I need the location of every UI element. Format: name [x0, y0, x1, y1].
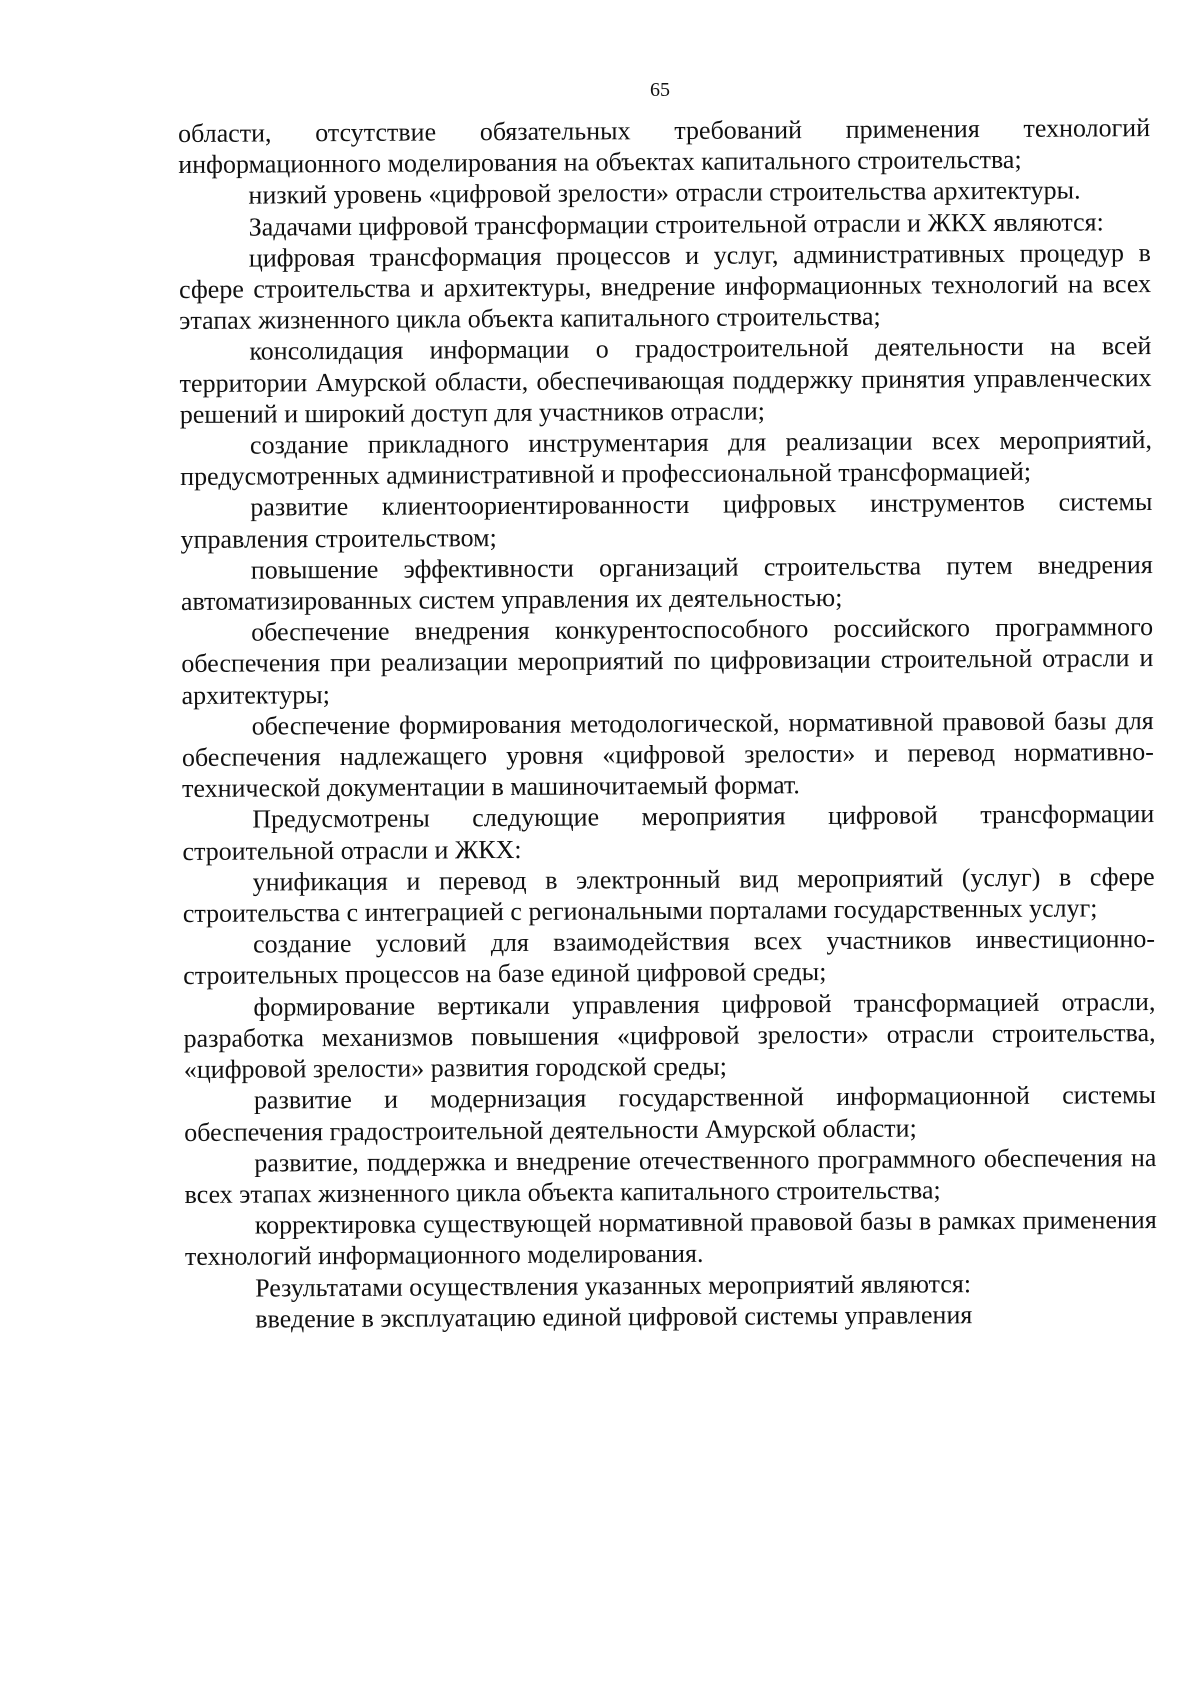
paragraph: низкий уровень «цифровой зрелости» отрасли строительства архитектуры.	[248, 175, 1081, 210]
paragraph: консолидация информации о градостроительной деятельности на всей территории Амурской области, обеспечивающая поддержку принятия управленческих решений и широкий доступ для участников отрасли;	[179, 331, 1152, 429]
paragraph: Предусмотрены следующие мероприятия цифровой трансформации строительной отрасли и ЖКХ:	[182, 799, 1155, 866]
document-body	[178, 112, 1157, 1335]
paragraph: обеспечение внедрения конкурентоспособного российского программного обеспечения при реализации мероприятий по цифровизации строительной отрасли и архитектуры;	[181, 612, 1154, 710]
paragraph: введение в эксплуатацию единой цифровой системы управления	[255, 1299, 973, 1334]
paragraph: области, отсутствие обязательных требований применения технологий информационного моделирования на объектах капитального строительства;	[178, 113, 1151, 180]
paragraph: цифровая трансформация процессов и услуг, административных процедур в сфере строительства и архитектуры, внедрение информационных технологий на всех этапах жизненного цикла объекта капитального строительства;	[178, 237, 1152, 336]
paragraph: унификация и перевод в электронный вид мероприятий (услуг) в сфере строительства с интеграцией с региональными порталами государственных услуг;	[182, 861, 1155, 929]
paragraph: создание прикладного инструментария для реализации всех мероприятий, предусмотренных административной и профессиональной трансформацией;	[180, 425, 1153, 492]
paragraph: обеспечение формирования методологической, нормативной правовой базы для обеспечения надлежащего уровня «цифровой зрелости» и перевод нормативно-технической документации в машиночитаемый формат.	[181, 705, 1154, 804]
paragraph: Результатами осуществления указанных мероприятий являются:	[255, 1268, 972, 1303]
paragraph: создание условий для взаимодействия всех участников инвестиционно-строительных процессов на базе единой цифровой среды;	[183, 924, 1156, 991]
paragraph: формирование вертикали управления цифровой трансформацией отрасли, разработка механизмов повышения «цифровой зрелости» отрасли строительства, «цифровой зрелости» развития городской среды;	[183, 986, 1156, 1085]
paragraph: развитие, поддержка и внедрение отечественного программного обеспечения на всех этапах жизненного цикла объекта капитального строительства;	[184, 1142, 1157, 1209]
paragraph: развитие и модернизация государственной информационной системы обеспечения градостроительной деятельности Амурской области;	[184, 1080, 1157, 1147]
paragraph: повышение эффективности организаций строительства путем внедрения автоматизированных систем управления их деятельностью;	[180, 549, 1153, 617]
paragraph: развитие клиентоориентированности цифровых инструментов системы управления строительством;	[180, 487, 1153, 554]
paragraph: Задачами цифровой трансформации строительной отрасли и ЖКХ являются:	[248, 206, 1104, 242]
paragraph: корректировка существующей нормативной правовой базы в рамках применения технологий информационного моделирования.	[184, 1205, 1157, 1272]
page-number: 65	[650, 79, 670, 101]
